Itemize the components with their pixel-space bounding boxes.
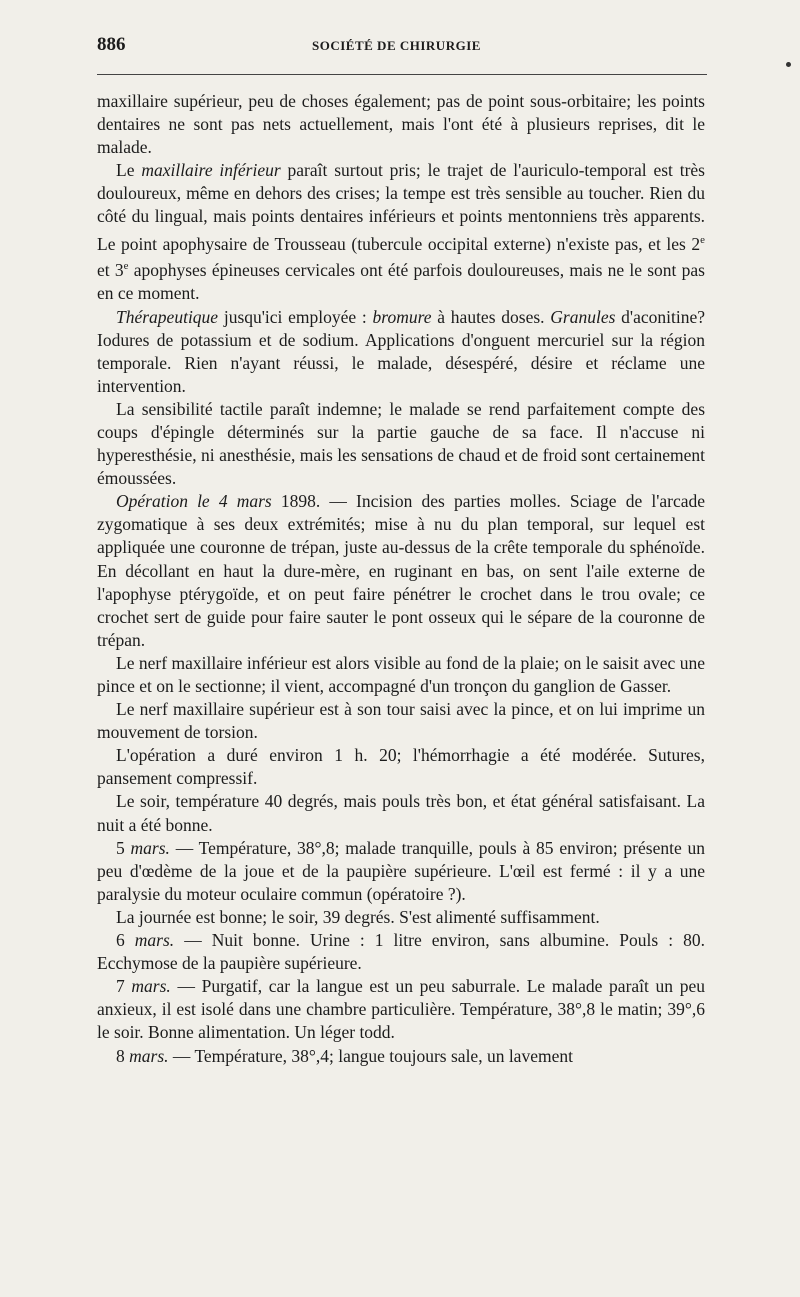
paragraph — [97, 398, 705, 490]
text-run: 8 — [116, 1045, 130, 1066]
paragraph — [97, 159, 705, 305]
running-head: SOCIÉTÉ DE CHIRURGIE — [312, 38, 481, 53]
text-run: d'aconitine? Iodures de potassium et de sodium. Applications d'onguent mercuriel sur la région temporale. Rien n'ayant réussi, le malade, désespéré, désire et réclame une intervention. — [97, 306, 705, 396]
text-run: — Purgatif, car la langue est un peu saburrale. Le malade paraît un peu anxieux, il est isolé dans une chambre particulière. Température, 38°,8 le matin; 39°,6 le soir. Bonne alimentation. Un léger todd. — [97, 976, 705, 1043]
header-rule — [97, 74, 707, 75]
text-run: Le nerf maxillaire inférieur est alors visible au fond de la plaie; on le saisit avec une pince et on le sectionne; il vient, accompagné d'un tronçon du ganglion de Gasser. — [97, 652, 705, 696]
italic-run: mars. — [130, 837, 170, 858]
text-run: 5 — [116, 837, 131, 858]
paragraph — [97, 1045, 705, 1068]
page-number: 886 — [97, 34, 126, 55]
paragraph — [97, 698, 705, 744]
text-run: Le nerf maxillaire supérieur est à son tour saisi avec la pince, et on lui imprime un mouvement de torsion. — [97, 699, 705, 743]
paragraph — [97, 744, 705, 790]
text-run: 1898. — Incision des parties molles. Sciage de l'arcade zygomatique à ses deux extrémités; mise à nu du plan temporal, sur lequel est appliquée une couronne de trépan, juste au-dessus de la crête temporale du sphénoïde. En décollant en haut la dure-mère, en ruginant en bas, on sent l'aile externe de l'apophyse ptérygoïde, et on peut faire pénétrer le crochet dans le trou ovale; ce crochet sert de guide pour faire sauter le pont osseux qui le sépare de la couronne de trépan. — [97, 491, 706, 650]
text-run: jusqu'ici employée : — [218, 306, 373, 327]
text-run: — Température, 38°,8; malade tranquille, pouls à 85 environ; présente un peu d'œdème de la joue et de la paupière supérieure. L'œil est fermé : il y a une paralysie du moteur oculaire commun (opératoire ?). — [97, 837, 705, 904]
text-run: 7 — [116, 976, 132, 997]
italic-run: mars. — [131, 976, 171, 997]
paragraph — [97, 837, 705, 906]
text-run: Le soir, température 40 degrés, mais pouls très bon, et état général satisfaisant. La nuit a été bonne. — [97, 791, 705, 835]
text-run: Le — [116, 160, 142, 181]
text-run: à hautes doses. — [431, 306, 551, 327]
paragraph — [97, 490, 705, 652]
page-speck — [786, 62, 791, 67]
body-text — [97, 90, 705, 1068]
paragraph — [97, 306, 705, 398]
text-run: et 3 — [97, 260, 124, 281]
paragraph — [97, 975, 705, 1044]
text-run: apophyses épineuses cervicales ont été parfois douloureuses, mais ne le sont pas en ce moment. — [97, 260, 705, 304]
superscript: e — [123, 260, 129, 273]
text-run: La journée est bonne; le soir, 39 degrés. S'est alimenté suffisamment. — [116, 906, 600, 927]
paragraph — [97, 906, 705, 929]
superscript: e — [700, 233, 705, 246]
paragraph — [97, 790, 705, 836]
paragraph — [97, 929, 705, 975]
text-run: L'opération a duré environ 1 h. 20; l'hémorrhagie a été modérée. Sutures, pansement compressif. — [97, 745, 705, 789]
text-run: maxillaire supérieur, peu de choses également; pas de point sous-orbitaire; les points dentaires ne sont pas nets actuellement, mais l'ont été à plusieurs reprises, dit le malade. — [97, 91, 705, 158]
italic-run: Opération le 4 mars — [116, 491, 272, 512]
text-run: 6 — [116, 930, 135, 951]
italic-run: mars. — [129, 1045, 169, 1066]
text-run: — Température, 38°,4; langue toujours sale, un lavement — [168, 1045, 573, 1066]
text-run: La sensibilité tactile paraît indemne; le malade se rend parfaitement compte des coups d'épingle déterminés sur la partie gauche de sa face. Il n'accuse ni hyperesthésie, ni anesthésie, mais les sensations de chaud et de froid sont certainement émoussées. — [97, 398, 705, 489]
italic-run: maxillaire inférieur — [141, 160, 281, 181]
text-run: — Nuit bonne. Urine : 1 litre environ, sans albumine. Pouls : 80. Ecchymose de la paupière supérieure. — [97, 930, 705, 974]
text-run: paraît surtout pris; le trajet de l'auriculo-temporal est très douloureux, même en dehors des crises; la tempe est très sensible au toucher. Rien du côté du lingual, mais points dentaires inférieurs et points mentonniens très apparents. Le point apophysaire de Trousseau (tubercule occipital externe) n'existe pas, et les 2 — [97, 160, 705, 254]
italic-run: bromure — [372, 306, 432, 327]
paragraph — [97, 90, 705, 159]
paragraph — [97, 652, 705, 698]
page-header — [97, 34, 707, 60]
italic-run: Thérapeutique — [116, 306, 219, 327]
italic-run: Granules — [550, 306, 616, 327]
italic-run: mars. — [134, 930, 175, 951]
